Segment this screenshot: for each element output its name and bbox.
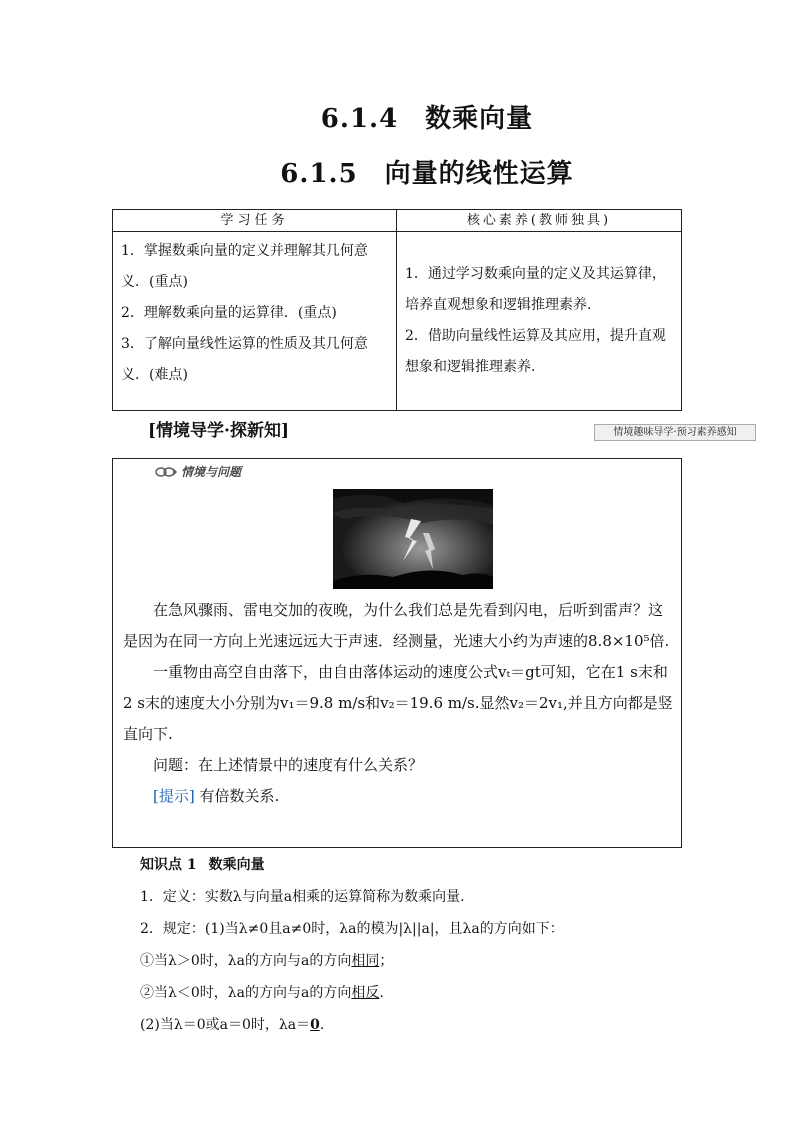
case-2-end: . [379,985,384,1001]
learning-task-item: 1．掌握数乘向量的定义并理解其几何意义．(重点) [121,243,368,290]
rule: 2．规定：(1)当λ≠0且a≠0时，λa的模为|λ||a|，且λa的方向如下： [140,921,564,937]
page-title: 6.1.4 数乘向量 [320,104,534,134]
hint-text: 有倍数关系. [199,787,280,805]
case-1-answer: 相同 [351,953,380,969]
scenario-hint [123,781,677,812]
lightning-icon [333,489,493,589]
core-literacy-item: 1．通过学习数乘向量的定义及其运算律，培养直观想象和逻辑推理素养. [405,266,666,313]
lightning-photo [333,489,493,589]
page-subtitle: 6.1.5 向量的线性运算 [280,159,574,189]
scenario-label [155,463,241,480]
learning-tasks-header: 学习任务 [113,210,397,232]
learning-task-item: 3．了解向量线性运算的性质及其几何意义．(难点) [121,336,368,383]
scenario-paragraph-1: 在急风骤雨、雷电交加的夜晚，为什么我们总是先看到闪电，后听到雷声？这是因为在同一方向上光速远远大于声速．经测量，光速大小约为声速的8.8×10⁵倍. [123,601,670,650]
rule-case-3 [140,1009,700,1041]
case-2-text: ②当λ＜0时，λa的方向与a的方向 [140,985,352,1001]
case-1-text: ①当λ＞0时，λa的方向与a的方向 [140,953,352,969]
scenario-icon [155,466,177,478]
scenario-box [112,458,682,848]
core-literacy-header: 核心素养(教师独具) [397,210,681,232]
scenario-paragraph-2: 一重物由高空自由落下，由自由落体运动的速度公式vₜ＝gt可知，它在1 s末和2 s末的速度大小分别为v₁＝9.8 m/s和v₂＝19.6 m/s.显然v₂＝2v₁,并且方向都是竖直向下. [123,663,673,743]
case-3-answer: 0 [310,1017,320,1033]
knowledge-section [140,849,700,1041]
section-tag: 情境趣味导学·预习素养感知 [594,424,756,441]
knowledge-point-name: 数乘向量 [208,857,265,873]
rule-case-2 [140,977,700,1009]
learning-task-item: 2．理解数乘向量的运算律．(重点) [121,305,337,321]
case-1-end: ； [379,953,394,969]
case-3-text: (2)当λ＝0或a＝0时，λa＝ [140,1017,311,1033]
scenario-question: 问题：在上述情景中的速度有什么关系？ [153,756,424,774]
core-literacy-cell [397,232,681,410]
rule-case-1 [140,945,700,977]
knowledge-point-title [140,849,700,881]
task-table [112,209,682,411]
scenario-label-text: 情境与问题 [181,465,242,479]
scenario-text [123,595,677,812]
learning-tasks-cell [113,232,397,410]
case-2-answer: 相反 [351,985,380,1001]
definition: 1．定义：实数λ与向量a相乘的运算简称为数乘向量. [140,889,465,905]
core-literacy-item: 2．借助向量线性运算及其应用，提升直观想象和逻辑推理素养. [405,328,666,375]
knowledge-point-label: 知识点 1 [140,857,197,873]
hint-label: [提示] [153,787,195,805]
case-3-end: . [319,1017,325,1033]
section-title: [情境导学·探新知] [148,421,290,441]
